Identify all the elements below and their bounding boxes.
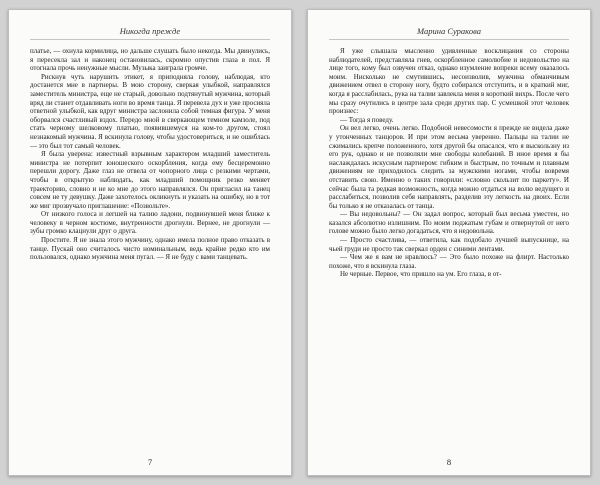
page-body-left [30, 47, 270, 452]
page-left[interactable] [8, 9, 292, 476]
paragraph: — Вы недовольны? — Он задал вопрос, который был весьма уместен, но казался абсолютно излишним. По моим поджатым губам и отвернутой от него голове можно было легко догадаться, что я недовольна. [329, 210, 569, 236]
paragraph: Не черные. Первое, что пришло на ум. Его глаза, в от- [340, 270, 502, 279]
paragraph: платье, — охнула кормилица, но дальше слушать было некогда. Мы двинулись, я пересекла зал и наконец остановилась, скромно опустив глаза в пол. Я отогнала прочь ненужные мысли. Музыка заиграла громче. [30, 47, 270, 73]
paragraph: Я была уверена: известный взрывным характером младший заместитель министра не потерпит юношеского оскорбления, когда ему бесцеремонно перешли дорогу. Даже глаз не отвела от чопорного лица с резкими чертами, чтобы в открытую наблюдать, как младший помощник резко меняет траекторию, словно и не ко мне до этого направлялся. Он пригласил на танец совсем не ту девушку. Даже захотелось окликнуть и указать на ошибку, но в тот же миг прозвучало приглашение: «Позвольте». [30, 150, 270, 210]
paragraph: Я уже слышала мысленно удивленные восклицания со стороны наблюдателей, представляла гнев, оскорбленное самолюбие и недовольство на лице того, кому был озвучен отказ, однако изумление вопреки всему оказалось моим. Нисколько не смутившись, несоизволив, мужчина обманчивым движением отвел в сторону ногу, будто собирался отступить, и в краткий миг, когда я расслабилась, рука на талии завлекла меня в короткий вихрь. После чего мы сразу очутились в центре зала среди других пар. С усмешкой этот человек произнес: [329, 47, 569, 116]
page-right[interactable] [307, 9, 591, 476]
paragraph: — Просто счастлива, — ответила, как подобало лучшей выпускнице, на чьей груди не просто так сверкал орден с синими лентами. [329, 236, 569, 253]
paragraph: Рискнув чуть нарушить этикет, я приподняла голову, наблюдая, кто достанется мне в партнеры. В мою сторону, сверкая улыбкой, направлялся заместитель министра, еще не старый, довольно подтянутый мужчина, который вряд ли станет отдавливать ноги во время танца. Я перевела дух и уже просияла ответной улыбкой, как вдруг министра заслонила собой темная фигура. У меня оборвался счастливый вздох. Передо мной в сверкающем темном камзоле, под стать черному шелковому платью, появившемуся на ком-то другом, стоял незнакомый мужчина. Я вскинула голову, чтобы удостовериться, и не ошиблась — это был тот самый человек. [30, 72, 270, 150]
paragraph: Простите. Я не знала этого мужчину, однако имела полное право отказать в танце. Пускай оно считалось чисто номинальным, ведь крайне редко кто им пользовался, однако мужчина меня пугал. — Я не буду с вами танцевать. [30, 236, 270, 262]
paragraph: — Тогда я поведу. [340, 115, 394, 124]
paragraph: От низкого голоса и легшей на талию ладони, подвинувшей меня ближе к человеку в черном костюме, внутренности дрогнули. Вернее, не дрогнули — зубы громко клацнули друг о друга. [30, 210, 270, 236]
page-number-right: 8 [446, 457, 452, 467]
paragraph: — Чем же я вам не нравлюсь? — Это было похоже на флирт. Настолько похоже, что я вскинула глаза. [329, 253, 569, 270]
page-body-right [329, 47, 569, 452]
paragraph: Он вел легко, очень легко. Подобной невесомости я прежде не видела даже у утонченных танцоров. И при этом весьма уверенно. Пальцы на талии не сжимались крепче положенного, хотя другой бы опасался, что я выскользну из его рук, однако и не позволяли мне свободы колебаний. В иное время я бы наслаждалась искусным партнером: гибким и быстрым, по точным и плавным движениям не приходилось следить за мужскими ногами, чтобы вовремя отставить свою. Именно о таких говорили: «словно скользит по паркету». И сейчас была та редкая возможность, когда можно отдаться на волю ведущего и расслабиться, позволив себя направлять, разделив эту легкость на двоих. Если бы только я не отказалась от танца. [329, 124, 569, 210]
page-number-left: 7 [147, 457, 153, 467]
running-header-title: Никогда прежде [30, 26, 270, 40]
running-header-author: Марина Суракова [329, 26, 569, 40]
